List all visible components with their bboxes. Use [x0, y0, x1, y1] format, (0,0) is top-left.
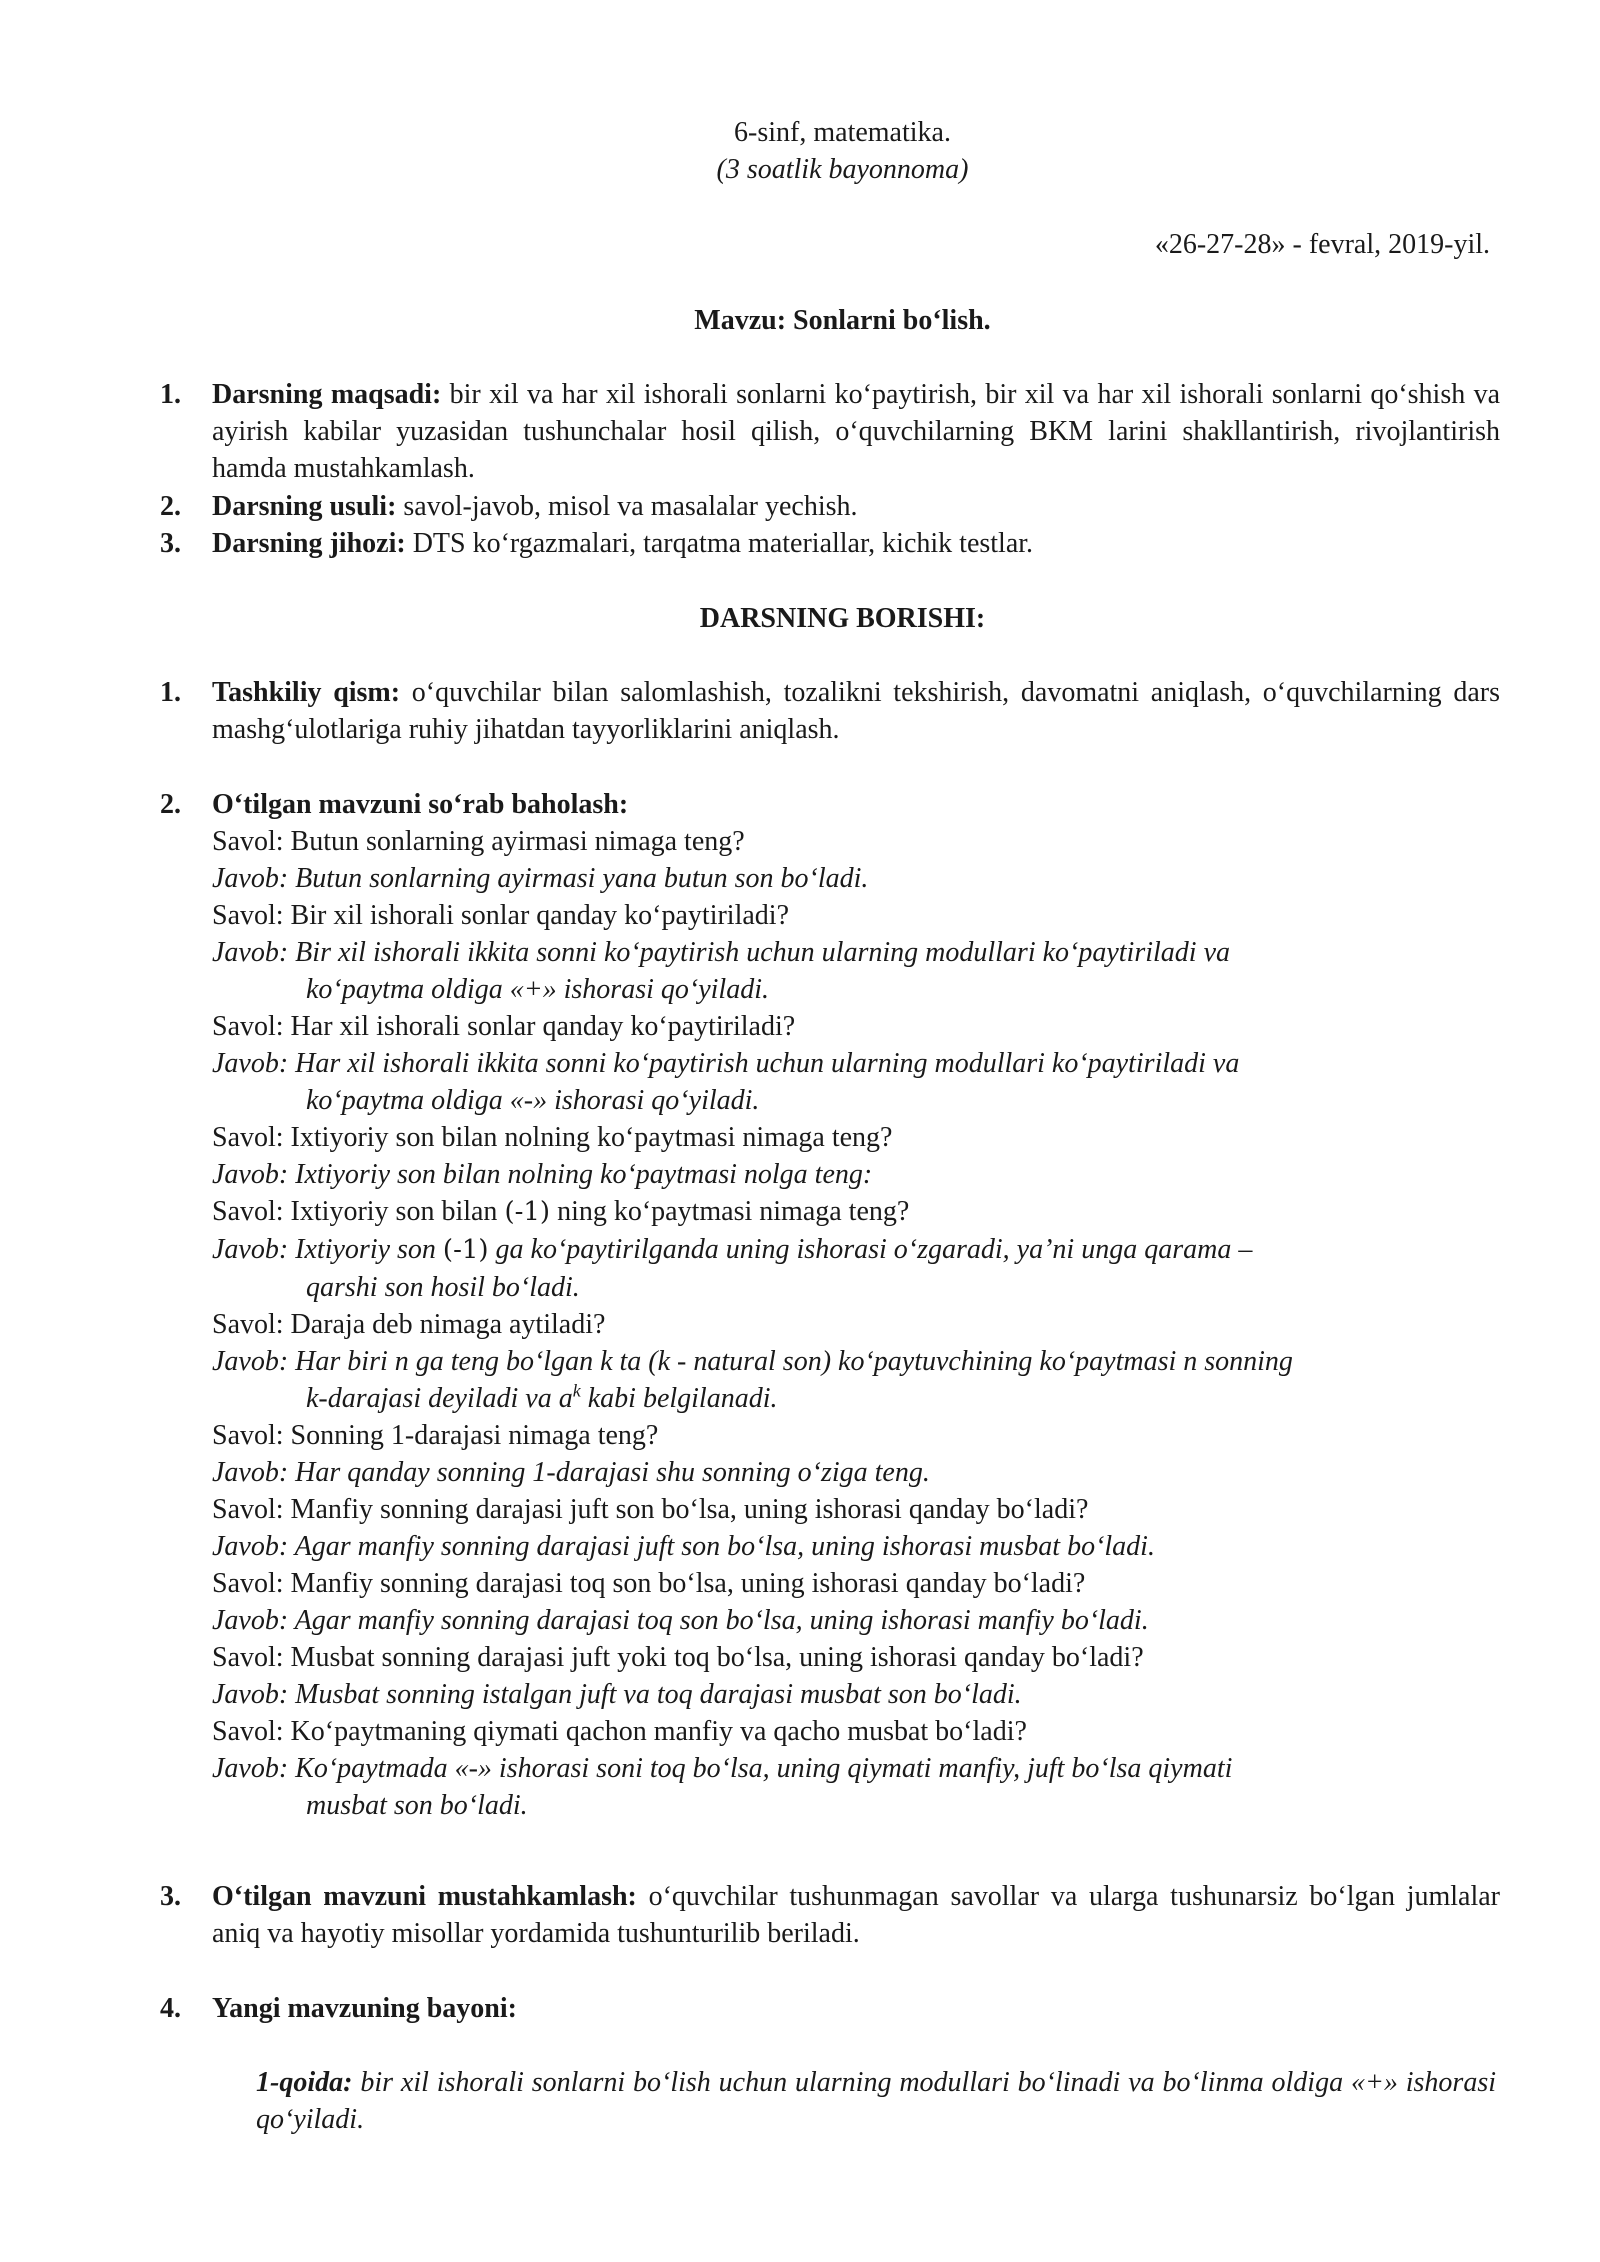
rule-text: bir xil ishorali sonlarni boʻlish uchun ularning modullari boʻlinadi va boʻlinma oldiga «+» ishorasi qoʻyiladi. — [256, 2067, 1496, 2135]
rule-paragraph — [256, 2064, 1496, 2138]
goal-text: savol-javob, misol va masalalar yechish. — [396, 491, 858, 522]
math-expression: (-1) — [442, 1235, 489, 1265]
question: Savol: Ixtiyoriy son bilan nolning koʻpaytmasi nimaga teng? — [212, 1122, 893, 1153]
question: Savol: Manfiy sonning darajasi juft son boʻlsa, uning ishorasi qanday boʻladi? — [212, 1494, 1089, 1525]
qa-list — [212, 823, 1512, 1824]
step-label: Oʻtilgan mavzuni mustahkamlash: — [212, 1881, 637, 1912]
answer: Javob: Ixtiyoriy son bilan nolning koʻpaytmasi nolga teng: — [212, 1159, 873, 1190]
document-date: «26-27-28» - fevral, 2019-yil. — [1154, 229, 1490, 260]
step-number: 1. — [160, 677, 181, 708]
exponent: k — [572, 1380, 581, 1401]
lesson-topic: Mavzu: Sonlarni boʻlish. — [694, 305, 991, 336]
goal-label: Darsning usuli: — [212, 491, 397, 522]
section-heading: DARSNING BORISHI: — [699, 603, 986, 634]
answer: Javob: Agar manfiy sonning darajasi toq son boʻlsa, uning ishorasi manfiy boʻladi. — [212, 1605, 1149, 1636]
answer: Javob: Har biri n ga teng boʻlgan k ta (k - natural son) koʻpaytuvchining koʻpaytmasi n sonning — [212, 1346, 1293, 1377]
answer-continuation: koʻpaytma oldiga «+» ishorasi qoʻyiladi. — [306, 974, 769, 1005]
question: Savol: Sonning 1-darajasi nimaga teng? — [212, 1420, 659, 1451]
step-text: oʻquvchilar tushunmagan savollar va ularga tushunarsiz boʻlgan jumlalar aniq va hayotiy misollar yordamida tushunturilib beriladi. — [212, 1881, 1500, 1949]
step-label: Tashkiliy qism: — [212, 677, 401, 708]
answer-text: ga koʻpaytirilganda uning ishorasi oʻzgaradi, ya’ni unga qarama – — [488, 1234, 1253, 1265]
step-text: oʻquvchilar bilan salomlashish, tozalikni tekshirish, davomatni aniqlash, oʻquvchilarning dars mashgʻulotlariga ruhiy jihatdan tayyorliklarini aniqlash. — [212, 677, 1500, 745]
goal-text: bir xil va har xil ishorali sonlarni koʻpaytirish, bir xil va har xil ishorali sonlarni qoʻshish va ayirish kabilar yuzasidan tushunchalar hosil qilish, oʻquvchilarning BKM larini shakllantirish, rivojlantirish hamda mustahkamlash. — [212, 379, 1501, 484]
step-number: 2. — [160, 789, 181, 820]
step-number: 4. — [160, 1993, 181, 2024]
question: Savol: Bir xil ishorali sonlar qanday koʻpaytiriladi? — [212, 900, 789, 931]
question: Savol: Manfiy sonning darajasi toq son boʻlsa, uning ishorasi qanday boʻladi? — [212, 1568, 1086, 1599]
answer: Javob: Butun sonlarning ayirmasi yana butun son boʻladi. — [212, 863, 869, 894]
goal-number: 3. — [160, 528, 181, 559]
answer: Javob: Har xil ishorali ikkita sonni koʻpaytirish uchun ularning modullari koʻpaytiriladi va — [212, 1048, 1240, 1079]
answer: Javob: Bir xil ishorali ikkita sonni koʻpaytirish uchun ularning modullari koʻpaytiriladi va — [212, 937, 1230, 968]
question: Savol: Har xil ishorali sonlar qanday koʻpaytiriladi? — [212, 1011, 796, 1042]
answer-continuation: musbat son boʻladi. — [306, 1790, 528, 1821]
goal-number: 1. — [160, 379, 181, 410]
step-item-4 — [160, 1990, 1500, 2027]
answer-text: k-darajasi deyiladi va a — [306, 1383, 573, 1414]
step-item-2 — [160, 786, 1500, 823]
math-expression: (-1) — [504, 1197, 551, 1227]
question-text: Savol: Ixtiyoriy son bilan — [212, 1196, 505, 1227]
answer-text: Javob: Ixtiyoriy son — [212, 1234, 443, 1265]
answer: Javob: Musbat sonning istalgan juft va toq darajasi musbat son boʻladi. — [212, 1679, 1022, 1710]
answer: Javob: Koʻpaytmada «-» ishorasi soni toq boʻlsa, uning qiymati manfiy, juft boʻlsa qiymati — [212, 1753, 1233, 1784]
goal-number: 2. — [160, 491, 181, 522]
answer — [212, 1231, 1512, 1269]
step-number: 3. — [160, 1881, 181, 1912]
goal-label: Darsning maqsadi: — [212, 379, 442, 410]
answer: Javob: Agar manfiy sonning darajasi juft son boʻlsa, uning ishorasi musbat boʻladi. — [212, 1531, 1155, 1562]
answer-text: kabi belgilanadi. — [580, 1383, 778, 1414]
question: Savol: Koʻpaytmaning qiymati qachon manfiy va qacho musbat boʻladi? — [212, 1716, 1027, 1747]
document-subtitle: (3 soatlik bayonnoma) — [716, 154, 969, 185]
step-label: Yangi mavzuning bayoni: — [212, 1993, 517, 2024]
question: Savol: Daraja deb nimaga aytiladi? — [212, 1309, 606, 1340]
question: Savol: Butun sonlarning ayirmasi nimaga teng? — [212, 826, 745, 857]
question — [212, 1193, 1512, 1231]
question-text: ning koʻpaytmasi nimaga teng? — [550, 1196, 910, 1227]
step-item-3 — [160, 1878, 1500, 1952]
step-label: Oʻtilgan mavzuni soʻrab baholash: — [212, 789, 629, 820]
question: Savol: Musbat sonning darajasi juft yoki toq boʻlsa, uning ishorasi qanday boʻladi? — [212, 1642, 1144, 1673]
answer-continuation: qarshi son hosil boʻladi. — [306, 1272, 580, 1303]
goal-item-3 — [160, 525, 1500, 562]
goal-item-1 — [160, 376, 1500, 487]
step-item-1 — [160, 674, 1500, 748]
answer: Javob: Har qanday sonning 1-darajasi shu sonning oʻziga teng. — [212, 1457, 930, 1488]
goal-item-2 — [160, 488, 1500, 525]
answer-continuation — [212, 1380, 1512, 1417]
answer-continuation: koʻpaytma oldiga «-» ishorasi qoʻyiladi. — [306, 1085, 760, 1116]
rule-label: 1-qoida: — [256, 2067, 353, 2098]
goal-label: Darsning jihozi: — [212, 528, 406, 559]
goal-text: DTS koʻrgazmalari, tarqatma materiallar, kichik testlar. — [405, 528, 1034, 559]
document-title: 6-sinf, matematika. — [734, 117, 951, 148]
